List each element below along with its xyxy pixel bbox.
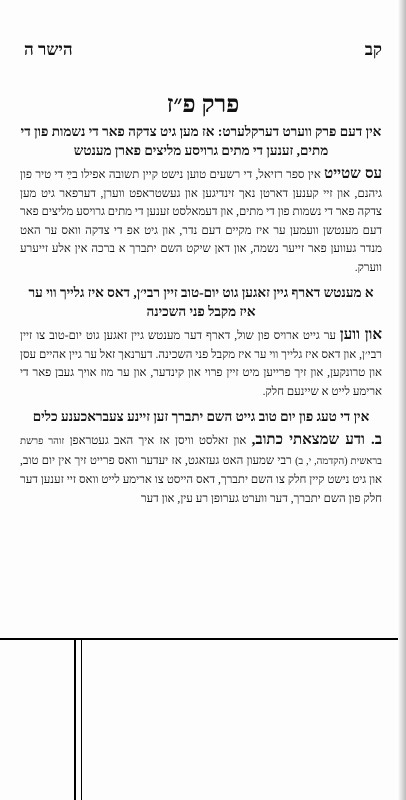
running-head [24, 40, 382, 62]
page-edge-shadow [398, 0, 406, 800]
section-heading-3: אין די טעג פון יום טוב גייט השם יתברך זען זיינע צעבראכענע כלים [32, 409, 370, 424]
section-heading-2: א מענטש דארף גיין זאגען גוט יום-טוב זיין רבי׳ן, דאס איז גלייך ווי ער איז מקבל פני השכינה [28, 285, 374, 319]
paragraph-body-2: ער גייט ארויס פון שול, דארף דער מענטש גיין זאגען גוט יום-טוב צו זיין רבי׳ן, און דאס איז גלייך ווי ער איז מקבל פני השכינה. דערנאך זאל ער גיין אהיים עסן און טרונקען, און זיך פרייען מיט זיין פרוי און קינדער, און ער מוז אויך געבן פאר די ארימע לייט א שיינעם חלק. [20, 329, 382, 398]
vertical-rule-thick [74, 638, 76, 800]
paragraph-body-1: אין ספר רזיאל, די רשעים טוען נישט קיין תשובה אפילו בײַ די טיר פון גיהנם, און זיי קענען דארטן נאך זינדיגען און געשטראפט ווערן, דערפאר גיט מען צדקה פאר די נשמות פון די מתים, און דעמאלסט זענען די מתים גרויסע מליצים פאר דעם מענטשן וועמען ער איז מקיים דעם נדר, און גיט אפ די צדקה וואס ער האט מנדר געווען פאר זייער נשמה, און דאן שיקט השם יתברך א ברכה אין אלע זייערע ווערק. [20, 168, 382, 274]
paragraph-lead-2: און ווען [339, 327, 383, 343]
source-citation: זוהר פרשת בראשית (הקדמה, י, ב) [20, 436, 383, 467]
section-paragraph-2 [20, 326, 382, 401]
paragraph-body-3b: רבי שמעון האט געזאגט, אז יעדער וואס פרייט זיך אין יום טוב, און גיט נישט קיין חלק צו השם יתברך, דאס הייסט צו ארימע לייט וואס זיי זענען דער חלק פון השם יתברך, דער ווערט גערופן רע עין, און דער [20, 453, 382, 505]
paragraph-lead-3: ב. ודע שמצאתי כתוב, [251, 432, 383, 448]
section-paragraph-3 [20, 431, 382, 508]
paragraph-lead-1: עס שטייט [324, 166, 382, 182]
paragraph-body-3: און זאלסט וויסן אז איך האב געטראפן [69, 434, 247, 447]
section-paragraph-1 [20, 165, 382, 277]
horizontal-rule [0, 638, 406, 640]
page-content [20, 122, 382, 514]
section-heading-1: אין דעם פרק ווערט דערקלערט: אז מען גיט צדקה פאר די נשמות פון די מתים, זענען די מתים גרויסע מליצים פארן מענטש [20, 124, 382, 158]
book-title: הישר ה [24, 40, 73, 59]
chapter-title: פרק פ״ז [166, 92, 240, 118]
page-number: קב [364, 40, 382, 59]
vertical-rule-thin [81, 638, 82, 800]
